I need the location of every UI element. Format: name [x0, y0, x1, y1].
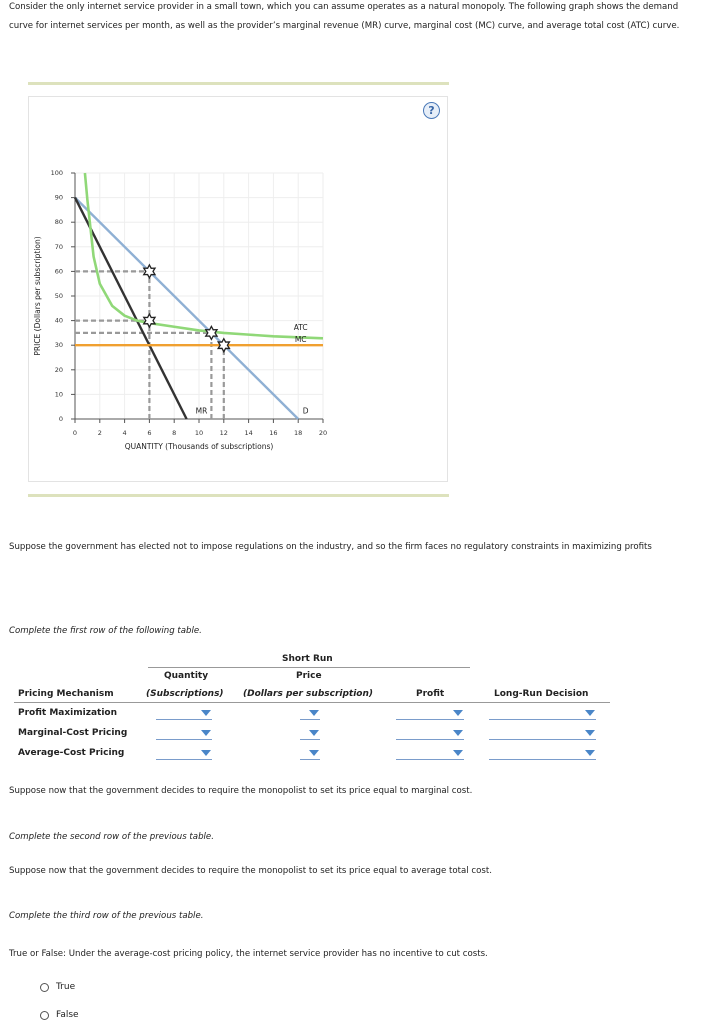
chevron-down-icon — [201, 730, 211, 736]
row-label-profit-maximization: Profit Maximization — [18, 708, 117, 718]
row-label-marginal-cost-pricing: Marginal-Cost Pricing — [18, 728, 128, 738]
x-tick-label: 18 — [294, 429, 303, 437]
profit-dropdown-row1[interactable] — [396, 707, 464, 720]
short-run-rule — [148, 667, 470, 668]
label-atc: ATC — [293, 322, 308, 332]
question-1: Suppose the government has elected not to impose regulations on the industry, and so the firm faces no regulatory constraints in maximizing profits — [9, 542, 652, 552]
y-tick-label: 10 — [54, 390, 63, 399]
y-tick-label: 20 — [54, 365, 63, 374]
instruction-1: Complete the first row of the following table. — [9, 626, 202, 636]
y-axis-label: PRICE (Dollars per subscription) — [33, 236, 42, 356]
x-tick-label: 6 — [147, 429, 152, 437]
chevron-down-icon — [309, 730, 319, 736]
short-run-header: Short Run — [282, 654, 333, 664]
quantity-header-line1: Quantity — [164, 671, 209, 681]
chevron-down-icon — [585, 710, 595, 716]
y-tick-label: 30 — [54, 341, 63, 350]
row-label-average-cost-pricing: Average-Cost Pricing — [18, 748, 125, 758]
help-icon[interactable]: ? — [423, 102, 440, 119]
quantity-dropdown-row1[interactable] — [156, 707, 212, 720]
y-tick-label: 90 — [54, 193, 63, 202]
chevron-down-icon — [453, 730, 463, 736]
price-header-line1: Price — [296, 671, 322, 681]
question-2: Suppose now that the government decides to require the monopolist to set its price equal to marginal cost. — [9, 786, 473, 796]
mechanism-header: Pricing Mechanism — [18, 689, 114, 699]
label-mc: MC — [294, 335, 307, 345]
decision-header: Long-Run Decision — [494, 689, 589, 699]
table-header-rule — [14, 702, 610, 703]
y-tick-label: 40 — [54, 316, 63, 325]
option-true-label: True — [56, 982, 76, 992]
price-dropdown-row3[interactable] — [300, 747, 320, 760]
decision-dropdown-row1[interactable] — [489, 707, 596, 720]
label-d: D — [302, 406, 309, 416]
series-d-line — [75, 198, 298, 419]
question-3: Suppose now that the government decides to require the monopolist to set its price equal to average total cost. — [9, 866, 492, 876]
intro-text: Consider the only internet service provider in a small town, which you can assume operates as a natural monopoly. The following graph shows the demand curve for internet services per month, as well as the provider’s marginal revenue (MR) curve, marginal cost (MC) curve, and average total cost (ATC) curve. — [9, 2, 680, 31]
x-tick-label: 14 — [244, 429, 253, 437]
chart — [28, 96, 448, 482]
option-false-label: False — [56, 1010, 79, 1020]
x-tick-label: 20 — [318, 429, 328, 437]
x-tick-label: 0 — [72, 429, 78, 437]
chevron-down-icon — [453, 750, 463, 756]
y-tick-label: 80 — [54, 218, 63, 227]
profit-dropdown-row2[interactable] — [396, 727, 464, 740]
panel-bottom-bar — [28, 494, 449, 497]
quantity-header-line2: (Subscriptions) — [146, 689, 224, 699]
y-tick-label: 60 — [54, 267, 63, 276]
question-4: True or False: Under the average-cost pricing policy, the internet service provider has no incentive to cut costs. — [9, 949, 488, 959]
decision-dropdown-row2[interactable] — [489, 727, 596, 740]
point-marker — [144, 314, 155, 327]
y-tick-label: 70 — [54, 242, 63, 251]
chevron-down-icon — [309, 710, 319, 716]
decision-dropdown-row3[interactable] — [489, 747, 596, 760]
chevron-down-icon — [309, 750, 319, 756]
chevron-down-icon — [201, 750, 211, 756]
panel-top-bar — [28, 82, 449, 85]
radio-true[interactable] — [40, 983, 49, 992]
x-tick-label: 16 — [269, 429, 278, 437]
quantity-dropdown-row3[interactable] — [156, 747, 212, 760]
label-mr: MR — [195, 406, 208, 416]
chevron-down-icon — [453, 710, 463, 716]
x-tick-label: 2 — [97, 429, 102, 437]
y-tick-label: 50 — [54, 292, 63, 300]
radio-false[interactable] — [40, 1011, 49, 1020]
chevron-down-icon — [585, 730, 595, 736]
profit-dropdown-row3[interactable] — [396, 747, 464, 760]
x-tick-label: 4 — [122, 429, 127, 437]
quantity-dropdown-row2[interactable] — [156, 727, 212, 740]
chevron-down-icon — [585, 750, 595, 756]
instruction-2: Complete the second row of the previous table. — [9, 832, 214, 842]
price-dropdown-row1[interactable] — [300, 707, 320, 720]
y-tick-label: 0 — [58, 415, 63, 423]
x-tick-label: 8 — [172, 429, 177, 437]
price-dropdown-row2[interactable] — [300, 727, 320, 740]
y-tick-label: 100 — [50, 169, 63, 177]
chevron-down-icon — [201, 710, 211, 716]
profit-header: Profit — [416, 689, 445, 699]
x-tick-label: 12 — [219, 429, 228, 437]
x-tick-label: 10 — [194, 429, 204, 437]
x-axis-label: QUANTITY (Thousands of subscriptions) — [124, 442, 274, 451]
price-header-line2: (Dollars per subscription) — [243, 689, 374, 699]
instruction-3: Complete the third row of the previous table. — [9, 911, 204, 921]
